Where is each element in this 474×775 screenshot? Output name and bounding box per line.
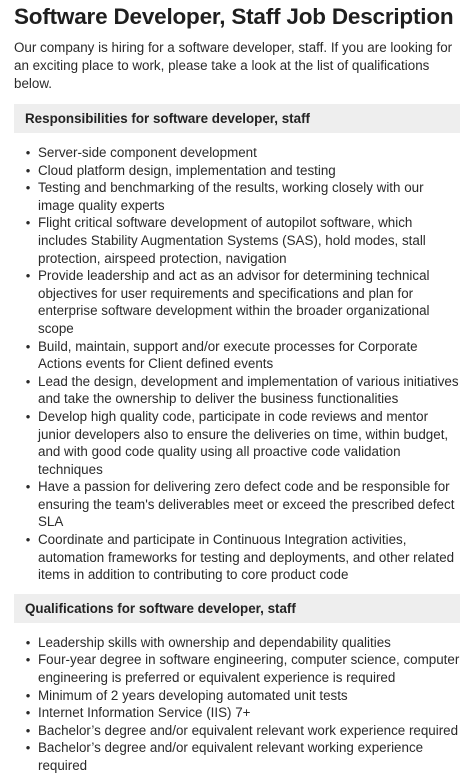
list-item-text: Build, maintain, support and/or execute processes for Corporate Actions events for Client defined events	[38, 338, 418, 372]
list-item	[38, 739, 460, 774]
bullet-icon	[23, 179, 33, 197]
bullet-icon	[23, 338, 33, 356]
list-item-text: Lead the design, development and implementation of various initiatives and take the ownership to deliver the business functionalities	[38, 373, 459, 407]
list-item-text: Four-year degree in software engineering, computer science, computer engineering is preferred or equivalent experience is required	[38, 652, 460, 686]
bullet-icon	[23, 214, 33, 232]
bullet-icon	[23, 267, 33, 285]
bullet-icon	[23, 162, 33, 180]
list-item	[38, 704, 460, 722]
list-item	[38, 214, 460, 267]
list-item-text: Flight critical software development of autopilot software, which includes Stability Augmentation Systems (SAS), hold modes, stall protection, airspeed protection, navigation	[38, 215, 426, 266]
qualifications-list	[14, 634, 460, 775]
list-item	[38, 408, 460, 478]
responsibilities-list	[14, 144, 460, 584]
list-item	[38, 687, 460, 705]
list-item	[38, 267, 460, 337]
bullet-icon	[23, 722, 33, 740]
list-item-text: Cloud platform design, implementation and testing	[38, 162, 336, 178]
responsibilities-heading: Responsibilities for software developer, staff	[14, 104, 460, 133]
bullet-icon	[23, 531, 33, 549]
list-item-text: Minimum of 2 years developing automated unit tests	[38, 687, 348, 703]
list-item	[38, 144, 460, 162]
list-item	[38, 179, 460, 214]
list-item	[38, 651, 460, 686]
bullet-icon	[23, 478, 33, 496]
bullet-icon	[23, 704, 33, 722]
bullet-icon	[23, 408, 33, 426]
list-item-text: Develop high quality code, participate in code reviews and mentor junior developers also to ensure the deliveries on time, within budget, and with good code quality using all proactive code validation techniques	[38, 408, 449, 477]
list-item-text: Coordinate and participate in Continuous Integration activities, automation frameworks for testing and deployments, and other related items in addition to contributing to core product code	[38, 532, 455, 583]
list-item-text: Provide leadership and act as an advisor for determining technical objectives for user requirements and specifications and plan for enterprise software development within the broader organizational scope	[38, 268, 430, 336]
bullet-icon	[23, 373, 33, 391]
bullet-icon	[23, 634, 33, 652]
list-item-text: Bachelor’s degree and/or equivalent relevant working experience required	[38, 740, 424, 773]
list-item-text: Testing and benchmarking of the results, working closely with our image quality experts	[38, 180, 424, 213]
bullet-icon	[23, 739, 33, 757]
list-item-text: Leadership skills with ownership and dependability qualities	[38, 634, 391, 650]
list-item	[38, 338, 460, 373]
list-item	[38, 162, 460, 180]
page-title: Software Developer, Staff Job Description	[14, 4, 454, 29]
list-item	[38, 722, 460, 740]
list-item-text: Have a passion for delivering zero defect code and be responsible for ensuring the team's deliverables meet or exceed the prescribed defect SLA	[38, 479, 455, 530]
list-item-text: Bachelor’s degree and/or equivalent relevant work experience required	[38, 722, 459, 738]
bullet-icon	[23, 687, 33, 705]
bullet-icon	[23, 651, 33, 669]
list-item-text: Internet Information Service (IIS) 7+	[38, 705, 251, 721]
bullet-icon	[23, 144, 33, 162]
list-item-text: Server-side component development	[38, 145, 257, 160]
intro-paragraph: Our company is hiring for a software developer, staff. If you are looking for an exciting place to work, please take a look at the list of qualifications below.	[14, 40, 453, 91]
list-item	[38, 531, 460, 584]
qualifications-heading: Qualifications for software developer, staff	[14, 594, 460, 623]
list-item	[38, 634, 460, 652]
list-item	[38, 373, 460, 408]
list-item	[38, 478, 460, 531]
